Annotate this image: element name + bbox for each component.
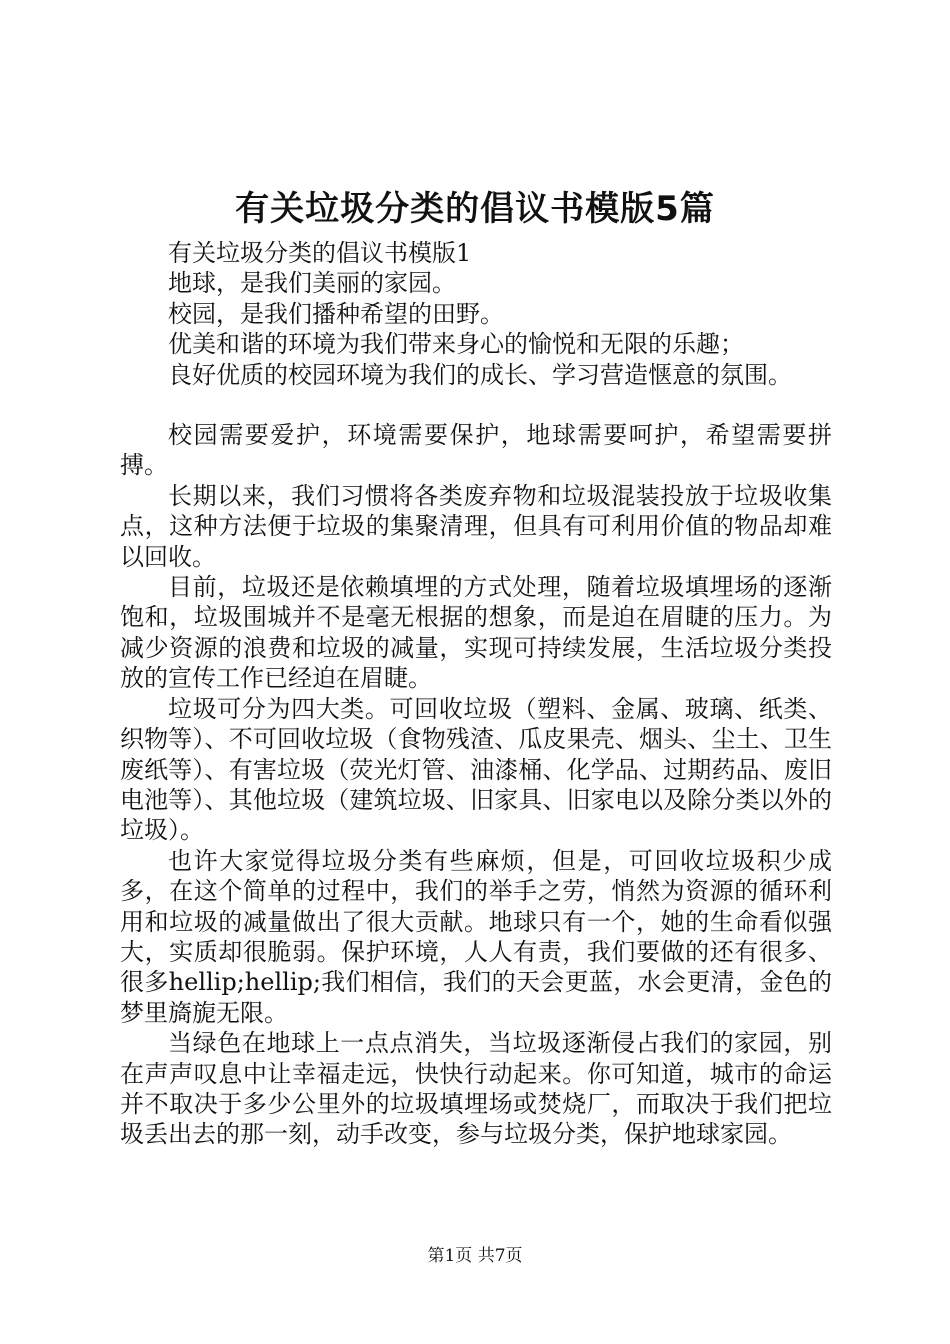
- paragraph-5: 良好优质的校园环境为我们的成长、学习营造惬意的氛围。: [168, 360, 792, 389]
- paragraph-3: 校园，是我们播种希望的田野。: [168, 299, 504, 328]
- paragraph-2: 地球，是我们美丽的家园。: [168, 269, 456, 298]
- paragraph-7: 长期以来，我们习惯将各类废弃物和垃圾混装投放于垃圾收集点，这种方法便于垃圾的集聚清理，但具有可利用价值的物品却难以回收。: [120, 481, 832, 571]
- paragraph-8: 目前，垃圾还是依赖填埋的方式处理，随着垃圾填埋场的逐渐饱和，垃圾围城并不是毫无根据的想象，而是迫在眉睫的压力。为减少资源的浪费和垃圾的减量，实现可持续发展，生活垃圾分类投放的宣传工作已经迫在眉睫。: [120, 573, 832, 693]
- document-title: 有关垃圾分类的倡议书模版5篇: [235, 189, 715, 229]
- document-body: [120, 238, 832, 1150]
- paragraph-11: 当绿色在地球上一点点消失，当垃圾逐渐侵占我们的家园，别在声声叹息中让幸福走远，快快行动起来。你可知道，城市的命运并不取决于多少公里外的垃圾填埋场或焚烧厂，而取决于我们把垃圾丢出去的那一刻，动手改变，参与垃圾分类，保护地球家园。: [120, 1029, 832, 1149]
- paragraph-1: 有关垃圾分类的倡议书模版1: [168, 239, 472, 267]
- paragraph-4: 优美和谐的环境为我们带来身心的愉悦和无限的乐趣；: [168, 330, 744, 359]
- page-footer: 第1页 共7页: [427, 1246, 523, 1266]
- paragraph-9: 垃圾可分为四大类。可回收垃圾（塑料、金属、玻璃、纸类、织物等）、不可回收垃圾（食物残渣、瓜皮果壳、烟头、尘土、卫生废纸等）、有害垃圾（荧光灯管、油漆桶、化学品、过期药品、废旧电池等）、其他垃圾（建筑垃圾、旧家具、旧家电以及除分类以外的垃圾）。: [120, 694, 832, 845]
- paragraph-10: 也许大家觉得垃圾分类有些麻烦，但是，可回收垃圾积少成多，在这个简单的过程中，我们的举手之劳，悄然为资源的循环利用和垃圾的减量做出了很大贡献。地球只有一个，她的生命看似强大，实质却很脆弱。保护环境，人人有责，我们要做的还有很多、很多hellip;hellip;我们相信，我们的天会更蓝，水会更清，金色的梦里旖旎无限。: [120, 846, 832, 1027]
- paragraph-6: 校园需要爱护，环境需要保护，地球需要呵护，希望需要拼搏。: [120, 421, 832, 480]
